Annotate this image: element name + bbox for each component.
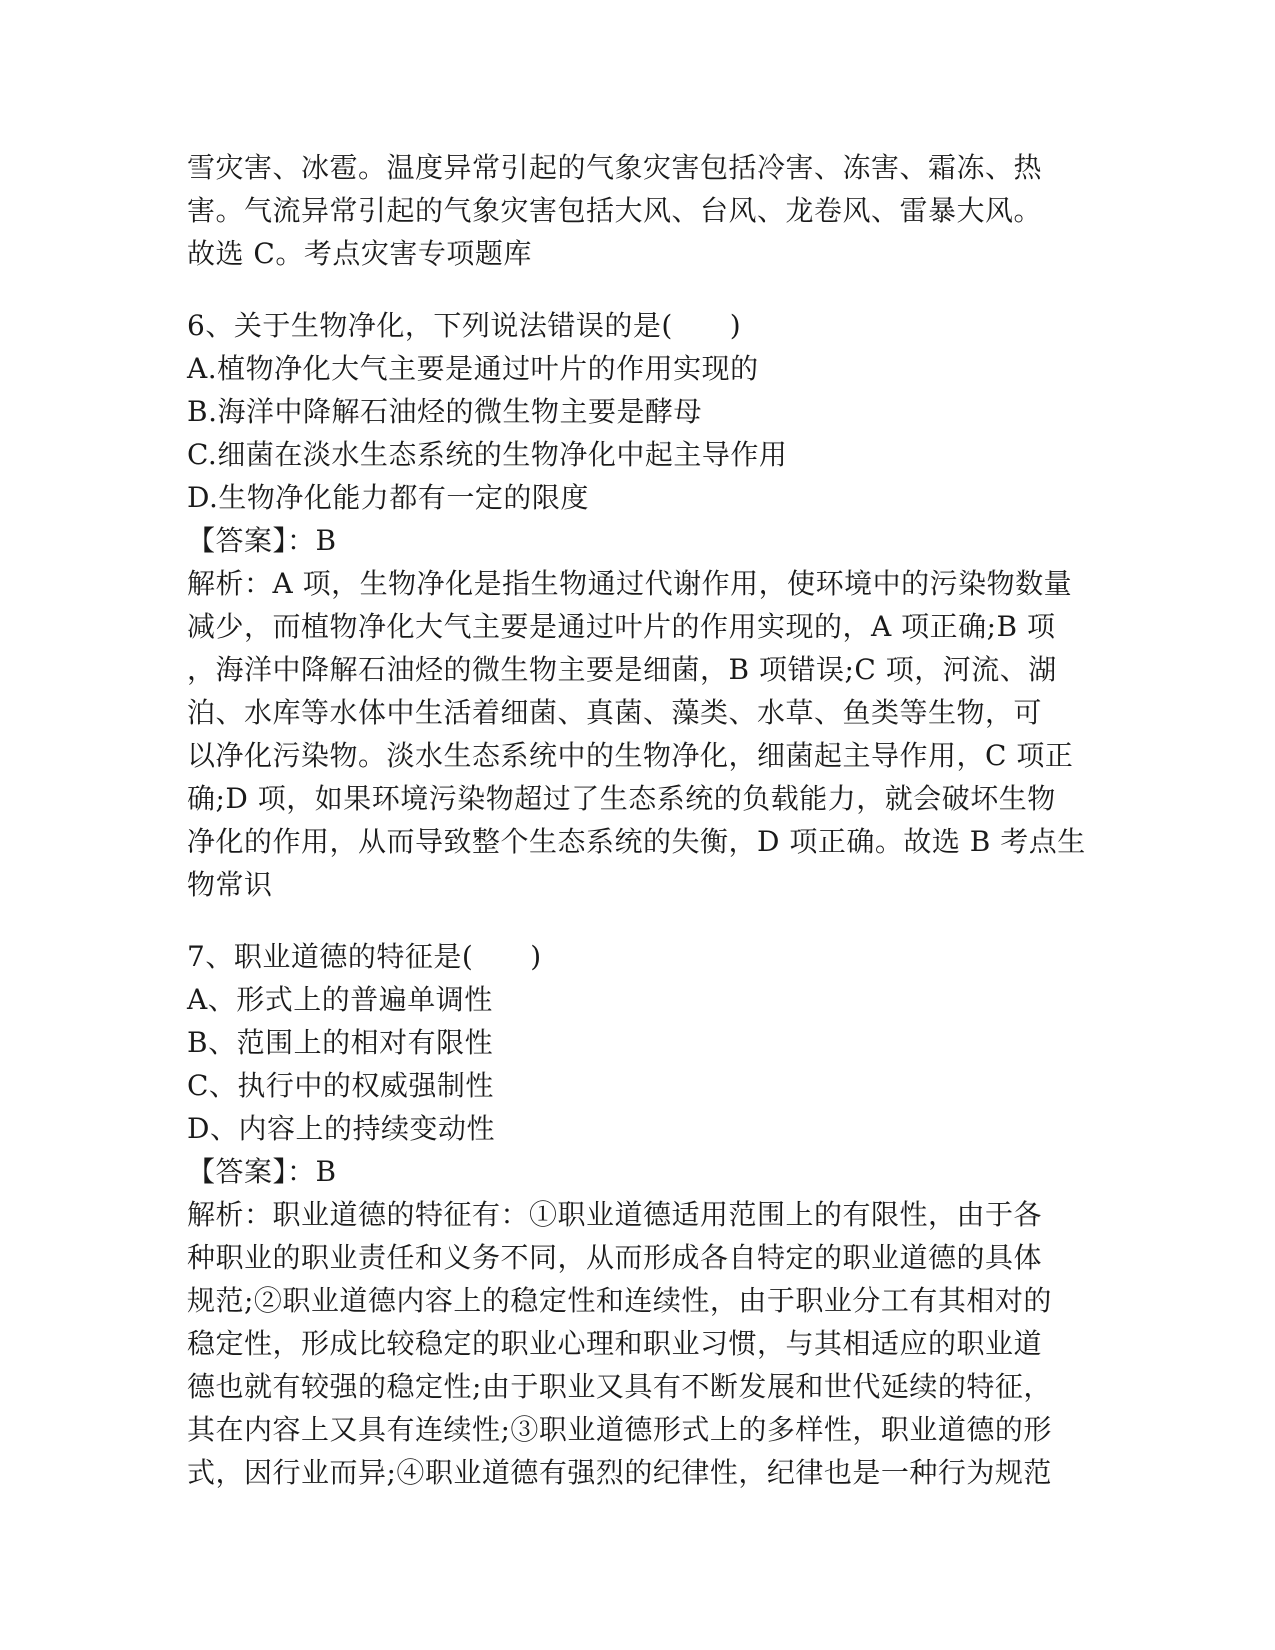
analysis-line: 式，因行业而异;④职业道德有强烈的纪律性，纪律也是一种行为规范 — [187, 1456, 1052, 1489]
option-a: A.植物净化大气主要是通过叶片的作用实现的 — [187, 352, 759, 385]
question-text: 7、职业道德的特征是( ) — [187, 940, 542, 973]
option-b: B.海洋中降解石油烃的微生物主要是酵母 — [187, 395, 702, 428]
option-d: D、内容上的持续变动性 — [187, 1112, 495, 1145]
question-7 — [187, 935, 1087, 1494]
analysis-line: 德也就有较强的稳定性;由于职业又具有不断发展和世代延续的特征， — [187, 1370, 1052, 1403]
answer-line: 【答案】：B — [187, 1155, 337, 1188]
text-line: 故选 C。考点灾害专项题库 — [187, 237, 532, 270]
analysis-line: ，海洋中降解石油烃的微生物主要是细菌，B 项错误;C 项，河流、湖 — [187, 653, 1057, 686]
option-c: C.细菌在淡水生态系统的生物净化中起主导作用 — [187, 438, 788, 471]
document-page — [187, 146, 1087, 1494]
analysis-line: 确;D 项，如果环境污染物超过了生态系统的负载能力，就会破坏生物 — [187, 782, 1056, 815]
text-line: 害。气流异常引起的气象灾害包括大风、台风、龙卷风、雷暴大风。 — [187, 194, 1043, 227]
analysis-line: 规范;②职业道德内容上的稳定性和连续性，由于职业分工有其相对的 — [187, 1284, 1052, 1317]
option-b: B、范围上的相对有限性 — [187, 1026, 494, 1059]
analysis-line: 物常识 — [187, 868, 273, 901]
previous-analysis-continuation — [187, 146, 1087, 275]
spacer — [187, 275, 1087, 304]
option-c: C、执行中的权威强制性 — [187, 1069, 494, 1102]
option-a: A、形式上的普遍单调性 — [187, 983, 493, 1016]
analysis-line: 以净化污染物。淡水生态系统中的生物净化，细菌起主导作用，C 项正 — [187, 739, 1074, 772]
analysis-line: 解析：职业道德的特征有：①职业道德适用范围上的有限性，由于各 — [187, 1198, 1043, 1231]
analysis-line: 种职业的职业责任和义务不同，从而形成各自特定的职业道德的具体 — [187, 1241, 1043, 1274]
analysis-line: 解析：A 项，生物净化是指生物通过代谢作用，使环境中的污染物数量 — [187, 567, 1073, 600]
analysis-line: 其在内容上又具有连续性;③职业道德形式上的多样性，职业道德的形 — [187, 1413, 1052, 1446]
question-text: 6、关于生物净化，下列说法错误的是( ) — [187, 309, 742, 342]
analysis-line: 稳定性，形成比较稳定的职业心理和职业习惯，与其相适应的职业道 — [187, 1327, 1043, 1360]
analysis-line: 减少，而植物净化大气主要是通过叶片的作用实现的，A 项正确;B 项 — [187, 610, 1056, 643]
analysis — [187, 562, 1087, 906]
analysis-line: 泊、水库等水体中生活着细菌、真菌、藻类、水草、鱼类等生物，可 — [187, 696, 1043, 729]
analysis-line: 净化的作用，从而导致整个生态系统的失衡，D 项正确。故选 B 考点生 — [187, 825, 1086, 858]
option-d: D.生物净化能力都有一定的限度 — [187, 481, 589, 514]
answer-line: 【答案】：B — [187, 524, 337, 557]
spacer — [187, 906, 1087, 935]
question-6 — [187, 304, 1087, 906]
analysis — [187, 1193, 1087, 1494]
text-line: 雪灾害、冰雹。温度异常引起的气象灾害包括冷害、冻害、霜冻、热 — [187, 151, 1043, 184]
